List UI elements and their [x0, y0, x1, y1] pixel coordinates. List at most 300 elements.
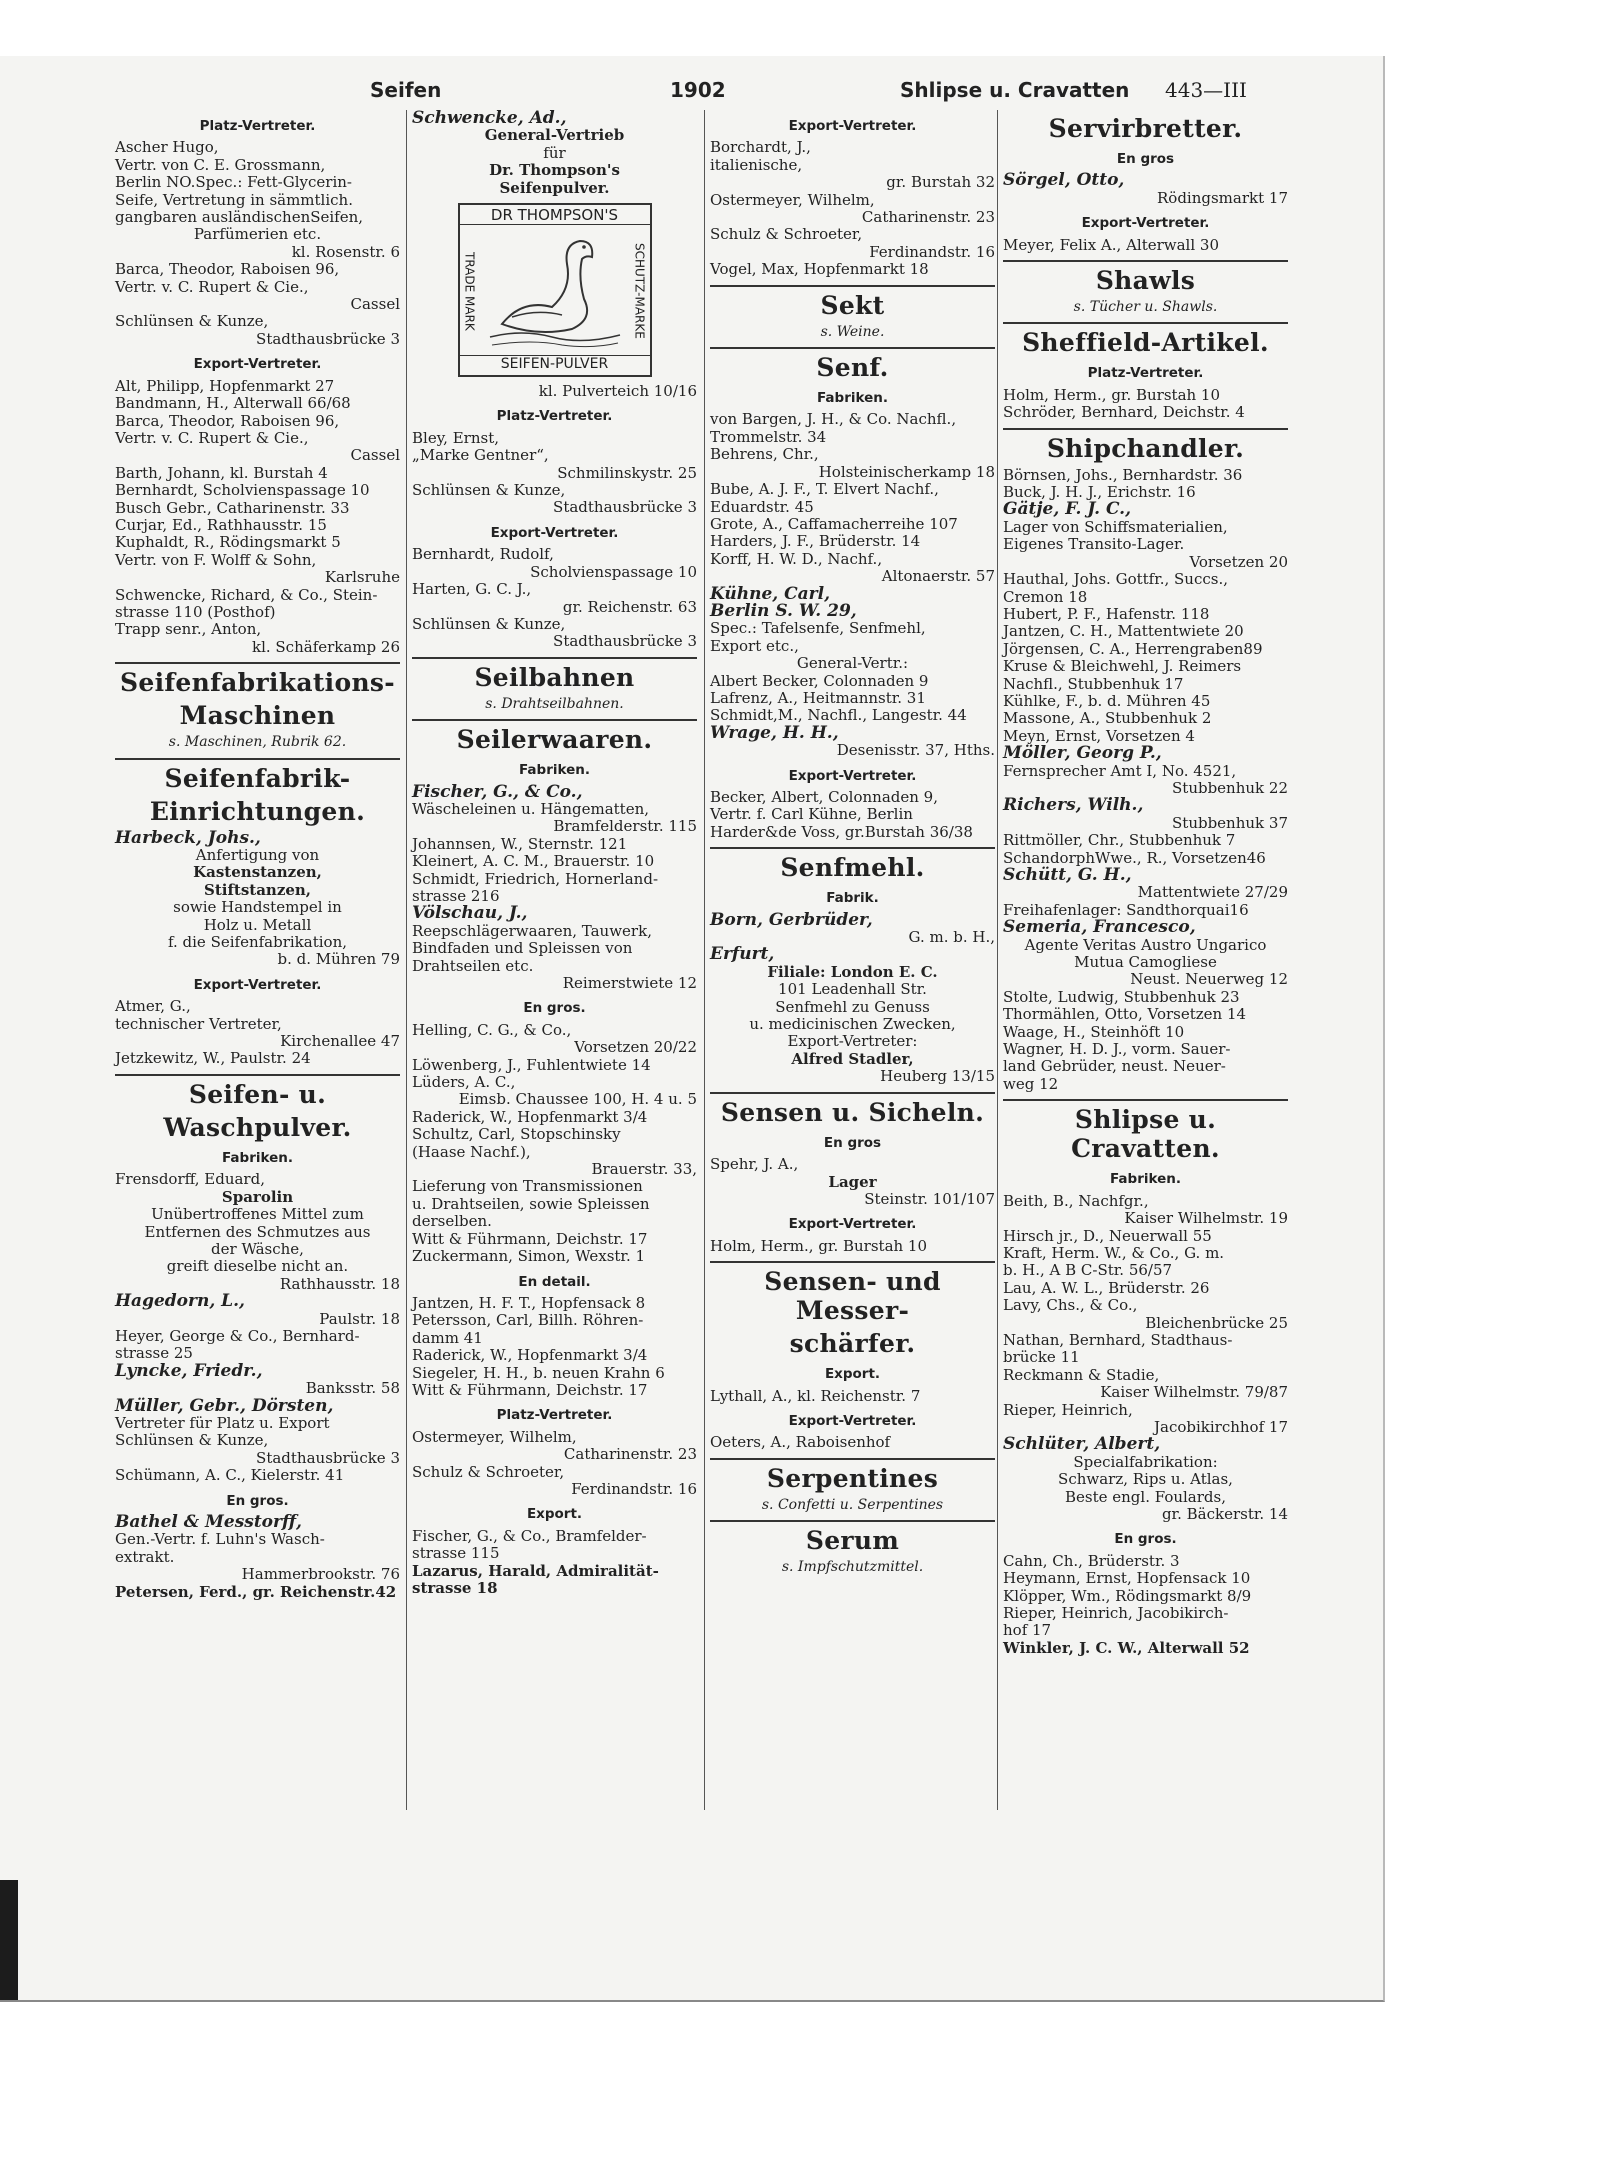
- directory-entry: strasse 110 (Posthof): [115, 602, 276, 621]
- directory-entry: Siegeler, H. H., b. neuen Krahn 6: [412, 1363, 665, 1382]
- address-line: Holsteinischerkamp 18: [818, 462, 995, 481]
- directory-entry: Spehr, J. A.,: [710, 1155, 799, 1174]
- directory-entry: Barca, Theodor, Raboisen 96,: [115, 260, 340, 279]
- directory-entry: hof 17: [1003, 1621, 1052, 1640]
- subheading: Platz-Vertreter.: [496, 1407, 613, 1424]
- centered-line: f. die Seifenfabrikation,: [167, 933, 348, 952]
- address-line: Ferdinandstr. 16: [571, 1479, 697, 1498]
- section-heading: Shipchandler.: [1046, 433, 1245, 463]
- centered-line: Entfernen des Schmutzes aus: [144, 1222, 371, 1241]
- directory-entry: Wäscheleinen u. Hängematten,: [412, 799, 650, 818]
- section-divider: [115, 662, 400, 664]
- featured-firm: Schütt, G. H.,: [1003, 865, 1132, 885]
- address-line: gr. Reichenstr. 63: [562, 597, 697, 616]
- directory-entry: Schlünsen & Kunze,: [115, 1431, 269, 1450]
- address-line: Eimsb. Chaussee 100, H. 4 u. 5: [458, 1090, 697, 1109]
- section-heading: Servirbretter.: [1048, 114, 1243, 143]
- directory-entry: „Marke Gentner“,: [412, 446, 549, 465]
- directory-entry: Eigenes Transito-Lager.: [1003, 535, 1185, 554]
- directory-entry: land Gebrüder, neust. Neuer-: [1003, 1057, 1226, 1076]
- header-left: Seifen: [370, 78, 442, 102]
- featured-firm: Hagedorn, L.,: [115, 1291, 245, 1312]
- subheading: Export-Vertreter.: [193, 976, 322, 993]
- address-line: G. m. b. H.,: [908, 928, 995, 947]
- subheading: Export.: [526, 1506, 583, 1523]
- directory-entry: Bernhardt, Scholvienspassage 10: [115, 481, 370, 500]
- centered-line: Anfertigung von: [195, 846, 320, 864]
- centered-line: Lager: [828, 1172, 877, 1191]
- directory-entry: technischer Vertreter,: [115, 1014, 282, 1033]
- directory-entry: derselben.: [412, 1212, 492, 1231]
- directory-entry: Schwencke, Richard, & Co., Stein-: [115, 585, 378, 604]
- directory-entry: Borchardt, J.,: [710, 138, 811, 157]
- directory-entry: strasse 18: [412, 1579, 498, 1597]
- section-heading: Seifen- u.: [188, 1079, 327, 1109]
- logo-top-text: DR THOMPSON'S: [460, 207, 650, 225]
- address-line: Cassel: [350, 446, 400, 465]
- featured-firm: Born, Gerbrüder,: [710, 909, 873, 930]
- section-heading: Seifenfabrikations-: [120, 668, 395, 698]
- section-divider: [1003, 1099, 1288, 1101]
- directory-entry: Heyer, George & Co., Bernhard-: [115, 1326, 360, 1345]
- directory-entry: Frensdorff, Eduard,: [115, 1170, 265, 1189]
- subheading: Export.: [824, 1366, 881, 1383]
- directory-entry: Harders, J. F., Brüderstr. 14: [710, 532, 921, 551]
- directory-entry: Holm, Herm., gr. Burstah 10: [710, 1236, 928, 1255]
- directory-entry: (Haase Nachf.),: [412, 1142, 531, 1161]
- directory-entry: gangbaren ausländischenSeifen,: [115, 208, 364, 227]
- section-divider: [1003, 322, 1288, 324]
- directory-entry: Waage, H., Steinhöft 10: [1003, 1022, 1185, 1041]
- cross-reference: s. Drahtseilbahnen.: [485, 695, 624, 712]
- directory-entry: Seife, Vertretung in sämmtlich.: [115, 190, 353, 209]
- directory-entry: Bley, Ernst,: [412, 428, 499, 447]
- directory-entry: Fernsprecher Amt I, No. 4521,: [1003, 761, 1237, 780]
- column-3: [710, 110, 995, 1581]
- featured-firm: Harbeck, Johs.,: [115, 827, 261, 848]
- centered-line: Schwarz, Rips u. Atlas,: [1058, 1470, 1233, 1489]
- directory-entry: SchandorphWwe., R., Vorsetzen46: [1003, 848, 1266, 867]
- directory-entry: strasse 115: [412, 1544, 500, 1563]
- directory-entry: strasse 216: [412, 886, 500, 905]
- directory-entry: Hirsch jr., D., Neuerwall 55: [1003, 1226, 1212, 1245]
- directory-entry: Barca, Theodor, Raboisen 96,: [115, 411, 340, 430]
- centered-line: Kastenstanzen,: [193, 863, 322, 882]
- section-heading: Sensen u. Sicheln.: [720, 1097, 985, 1127]
- section-heading: Senfmehl.: [780, 853, 925, 883]
- directory-entry: Beith, B., Nachfgr.,: [1003, 1191, 1149, 1210]
- directory-entry: Thormählen, Otto, Vorsetzen 14: [1003, 1005, 1247, 1024]
- address-line: Karlsruhe: [324, 568, 400, 587]
- section-heading: Seilbahnen: [474, 662, 635, 692]
- address-line: Neust. Neuerweg 12: [1130, 970, 1288, 989]
- featured-firm: Wrage, H. H.,: [710, 722, 839, 743]
- subheading: En detail.: [518, 1273, 591, 1290]
- directory-entry: Atmer, G.,: [115, 997, 191, 1016]
- directory-entry: Vertreter für Platz u. Export: [115, 1413, 330, 1432]
- address-line: Bramfelderstr. 115: [553, 817, 697, 836]
- subheading: Fabrik.: [826, 890, 879, 907]
- directory-entry: Lieferung von Transmissionen: [412, 1177, 643, 1196]
- directory-entry: Schultz, Carl, Stopschinsky: [412, 1125, 621, 1144]
- section-heading: Shlipse u. Cravatten.: [1071, 1105, 1220, 1164]
- directory-entry: Lavy, Chs., & Co.,: [1003, 1296, 1138, 1315]
- directory-entry: Harder&de Voss, gr.Burstah 36/38: [710, 822, 973, 841]
- directory-entry: Kraft, Herm. W., & Co., G. m.: [1003, 1243, 1225, 1262]
- column-2: [412, 110, 697, 1597]
- address-line: gr. Burstah 32: [886, 173, 995, 192]
- directory-entry: b. H., A B C-Str. 56/57: [1003, 1261, 1173, 1280]
- section-divider: [412, 719, 697, 721]
- subheading: Export-Vertreter.: [193, 356, 322, 373]
- featured-firm: Berlin S. W. 29,: [710, 600, 857, 621]
- address-line: Heuberg 13/15: [880, 1067, 995, 1086]
- directory-entry: Oeters, A., Raboisenhof: [710, 1433, 891, 1452]
- directory-entry: weg 12: [1003, 1074, 1059, 1093]
- header-right: Shlipse u. Cravatten: [900, 78, 1130, 102]
- section-divider: [710, 1458, 995, 1460]
- featured-firm: Richers, Wilh.,: [1003, 795, 1144, 816]
- column-rule: [406, 110, 407, 1810]
- centered-line: Stiftstanzen,: [203, 880, 312, 899]
- address-line: gr. Bäckerstr. 14: [1161, 1505, 1288, 1523]
- directory-entry: Schlünsen & Kunze,: [115, 312, 269, 331]
- directory-entry: Schulz & Schroeter,: [710, 225, 863, 244]
- centered-line: u. medicinischen Zwecken,: [749, 1015, 956, 1034]
- directory-entry: Hubert, P. F., Hafenstr. 118: [1003, 604, 1210, 623]
- address-line: Bleichenbrücke 25: [1145, 1313, 1288, 1332]
- directory-entry: Reckmann & Stadie,: [1003, 1365, 1160, 1384]
- section-heading: Seifenfabrik-: [164, 763, 351, 793]
- directory-entry: Petersson, Carl, Billh. Röhren-: [412, 1311, 644, 1330]
- directory-entry: Vertr. v. C. Rupert & Cie.,: [115, 277, 309, 296]
- address-line: Desenisstr. 37, Hths.: [836, 741, 995, 760]
- cross-reference: s. Confetti u. Serpentines: [761, 1496, 944, 1513]
- subheading: Export-Vertreter.: [788, 118, 917, 134]
- directory-entry: Rittmöller, Chr., Stubbenhuk 7: [1003, 831, 1236, 850]
- directory-entry: Curjar, Ed., Rathhausstr. 15: [115, 515, 327, 534]
- directory-entry: Albert Becker, Colonnaden 9: [710, 671, 929, 690]
- centered-line: Parfümerien etc.: [193, 225, 322, 244]
- section-heading: Seilerwaaren.: [456, 725, 653, 755]
- directory-entry: strasse 25: [115, 1344, 193, 1363]
- centered-line: Specialfabrikation:: [1073, 1452, 1218, 1471]
- directory-entry: Vogel, Max, Hopfenmarkt 18: [710, 260, 929, 279]
- section-divider: [1003, 428, 1288, 430]
- address-line: Hammerbrookstr. 76: [241, 1565, 400, 1584]
- section-divider: [710, 1092, 995, 1094]
- directory-entry: Vertr. von C. E. Grossmann,: [115, 155, 326, 174]
- directory-entry: Busch Gebr., Catharinenstr. 33: [115, 498, 350, 517]
- directory-entry: Witt & Führmann, Deichstr. 17: [412, 1380, 648, 1399]
- directory-entry: Schmidt, Friedrich, Hornerland-: [412, 869, 659, 888]
- section-heading: Serum: [805, 1526, 900, 1556]
- centered-line: Agente Veritas Austro Ungarico: [1024, 935, 1267, 954]
- directory-entry: Bernhardt, Rudolf,: [412, 545, 554, 564]
- section-divider: [710, 847, 995, 849]
- centered-line: Mutua Camogliese: [1074, 953, 1217, 972]
- directory-entry: Fischer, G., & Co., Bramfelder-: [412, 1526, 647, 1545]
- directory-entry: Holm, Herm., gr. Burstah 10: [1003, 385, 1221, 404]
- directory-entry: Cremon 18: [1003, 587, 1088, 606]
- centered-line: Filiale: London E. C.: [767, 962, 938, 981]
- subheading: En gros: [823, 1134, 882, 1151]
- swan-illustration: [482, 229, 628, 351]
- centered-line: Seifenpulver.: [499, 178, 610, 197]
- subheading: Export-Vertreter.: [490, 524, 619, 541]
- directory-entry: Lythall, A., kl. Reichenstr. 7: [710, 1386, 921, 1405]
- centered-line: General-Vertr.:: [796, 654, 909, 673]
- cross-reference: s. Impfschutzmittel.: [781, 1559, 924, 1576]
- address-line: Ferdinandstr. 16: [869, 242, 995, 261]
- directory-entry: Johannsen, W., Sternstr. 121: [412, 834, 628, 853]
- address-line: Schmilinskystr. 25: [557, 463, 697, 482]
- subheading: Platz-Vertreter.: [1087, 365, 1204, 382]
- centered-line: Beste engl. Foulards,: [1064, 1487, 1226, 1506]
- directory-entry: Export etc.,: [710, 636, 799, 655]
- directory-entry: Schröder, Bernhard, Deichstr. 4: [1003, 403, 1245, 422]
- directory-entry: Meyn, Ernst, Vorsetzen 4: [1003, 726, 1195, 745]
- featured-firm: Völschau, J.,: [412, 903, 528, 924]
- directory-entry: Petersen, Ferd., gr. Reichenstr.42: [115, 1582, 397, 1601]
- featured-firm: Lyncke, Friedr.,: [115, 1360, 263, 1381]
- section-divider: [412, 657, 697, 659]
- directory-entry: italienische,: [710, 155, 803, 174]
- section-heading: Shawls: [1095, 266, 1196, 296]
- directory-entry: Meyer, Felix A., Alterwall 30: [1003, 235, 1220, 254]
- cross-reference: s. Maschinen, Rubrik 62.: [168, 734, 347, 751]
- directory-entry: Jantzen, H. F. T., Hopfensack 8: [412, 1293, 646, 1312]
- subheading: En gros: [1116, 151, 1175, 167]
- directory-entry: Trapp senr., Anton,: [115, 620, 262, 639]
- address-line: kl. Rosenstr. 6: [291, 242, 400, 261]
- directory-entry: Cahn, Ch., Brüderstr. 3: [1003, 1551, 1180, 1570]
- address-line: Kirchenallee 47: [280, 1032, 400, 1051]
- directory-entry: Schlünsen & Kunze,: [412, 481, 566, 500]
- section-divider: [115, 758, 400, 760]
- centered-line: 101 Leadenhall Str.: [778, 980, 927, 999]
- section-heading: Sensen- und Messer-: [764, 1267, 941, 1326]
- address-line: Vorsetzen 20/22: [574, 1038, 697, 1057]
- section-heading: Maschinen: [179, 701, 336, 731]
- directory-entry: u. Drahtseilen, sowie Spleissen: [412, 1194, 650, 1213]
- address-line: Altonaerstr. 57: [881, 567, 995, 586]
- address-line: Stadthausbrücke 3: [256, 329, 400, 348]
- header-year: 1902: [670, 78, 726, 102]
- subheading: Platz-Vertreter.: [199, 118, 316, 134]
- directory-entry: Eduardstr. 45: [710, 497, 814, 516]
- directory-entry: Lau, A. W. L., Brüderstr. 26: [1003, 1278, 1210, 1297]
- directory-entry: Zuckermann, Simon, Wexstr. 1: [412, 1247, 646, 1266]
- section-divider: [710, 285, 995, 287]
- address-line: Steinstr. 101/107: [864, 1189, 995, 1208]
- directory-entry: Bindfaden und Spleissen von: [412, 939, 633, 958]
- directory-entry: Kuphaldt, R., Rödingsmarkt 5: [115, 533, 341, 552]
- directory-entry: Vertr. f. Carl Kühne, Berlin: [710, 805, 913, 824]
- address-line: Cassel: [350, 295, 400, 314]
- directory-entry: Massone, A., Stubbenhuk 2: [1003, 709, 1212, 728]
- directory-entry: Lazarus, Harald, Admiralität-: [412, 1561, 659, 1580]
- address-line: Jacobikirchhof 17: [1153, 1417, 1288, 1436]
- thompson-trademark-logo: [458, 203, 652, 377]
- address-line: Paulstr. 18: [319, 1309, 400, 1328]
- directory-entry: Trommelstr. 34: [710, 427, 827, 446]
- centered-line: General-Vertrieb: [484, 126, 625, 145]
- directory-entry: Löwenberg, J., Fuhlentwiete 14: [412, 1055, 651, 1074]
- address-line: b. d. Mühren 79: [277, 950, 400, 969]
- directory-entry: Lager von Schiffsmaterialien,: [1003, 517, 1228, 536]
- subheading: En gros.: [226, 1492, 289, 1509]
- directory-entry: Rieper, Heinrich, Jacobikirch-: [1003, 1604, 1229, 1623]
- directory-entry: Gen.-Vertr. f. Luhn's Wasch-: [115, 1530, 325, 1549]
- centered-line: Sparolin: [221, 1187, 294, 1206]
- address-line: Kaiser Wilhelmstr. 79/87: [1100, 1383, 1288, 1402]
- directory-entry: Drahtseilen etc.: [412, 956, 534, 975]
- centered-line: greift dieselbe nicht an.: [166, 1257, 349, 1276]
- featured-firm: Müller, Gebr., Dörsten,: [115, 1395, 334, 1416]
- directory-entry: Börnsen, Johs., Bernhardstr. 36: [1003, 465, 1243, 484]
- directory-entry: Jetzkewitz, W., Paulstr. 24: [115, 1049, 311, 1068]
- subheading: En gros.: [1114, 1531, 1177, 1548]
- directory-entry: Heymann, Ernst, Hopfensack 10: [1003, 1569, 1251, 1588]
- directory-entry: Jantzen, C. H., Mattentwiete 20: [1003, 622, 1244, 641]
- directory-entry: Alt, Philipp, Hopfenmarkt 27: [115, 376, 335, 395]
- column-4: [1003, 110, 1288, 1657]
- section-heading: Sheffield-Artikel.: [1022, 328, 1269, 358]
- subheading: Export-Vertreter.: [1081, 215, 1210, 232]
- directory-entry: Witt & Führmann, Deichstr. 17: [412, 1229, 648, 1248]
- address-line: kl. Pulverteich 10/16: [538, 382, 697, 401]
- directory-entry: Reepschlägerwaaren, Tauwerk,: [412, 921, 652, 940]
- address-line: Stubbenhuk 22: [1172, 778, 1288, 797]
- subheading: Fabriken.: [1109, 1171, 1181, 1188]
- section-divider: [710, 1261, 995, 1263]
- directory-entry: Vertr. v. C. Rupert & Cie.,: [115, 428, 309, 447]
- featured-firm: Erfurt,: [710, 944, 775, 965]
- directory-entry: Lüders, A. C.,: [412, 1073, 516, 1092]
- centered-line: Holz u. Metall: [203, 915, 312, 934]
- section-divider: [710, 347, 995, 349]
- address-line: Banksstr. 58: [305, 1379, 400, 1398]
- section-divider: [115, 1074, 400, 1076]
- address-line: Scholvienspassage 10: [530, 562, 697, 581]
- directory-entry: brücke 11: [1003, 1348, 1080, 1367]
- subheading: Export-Vertreter.: [788, 767, 917, 784]
- directory-entry: Spec.: Tafelsenfe, Senfmehl,: [710, 619, 926, 638]
- directory-entry: Hauthal, Johs. Gottfr., Succs.,: [1003, 570, 1229, 589]
- subheading: Fabriken.: [518, 762, 590, 779]
- directory-entry: Schlünsen & Kunze,: [412, 614, 566, 633]
- directory-entry: Ascher Hugo,: [115, 138, 219, 157]
- centered-line: sowie Handstempel in: [173, 898, 342, 917]
- subheading: En gros.: [523, 1000, 586, 1017]
- directory-entry: Winkler, J. C. W., Alterwall 52: [1003, 1638, 1250, 1657]
- section-heading: Einrichtungen.: [149, 796, 366, 826]
- address-line: kl. Schäferkamp 26: [251, 637, 400, 656]
- directory-entry: Jörgensen, C. A., Herrengraben89: [1003, 639, 1263, 658]
- directory-entry: Grote, A., Caffamacherreihe 107: [710, 514, 958, 533]
- section-heading: Sekt: [820, 290, 885, 320]
- featured-firm: Kühne, Carl,: [710, 583, 831, 604]
- logo-bottom-text: SEIFEN-PULVER: [460, 355, 650, 373]
- directory-entry: extrakt.: [115, 1547, 175, 1566]
- address-line: Stadthausbrücke 3: [553, 498, 697, 517]
- directory-entry: Lafrenz, A., Heitmannstr. 31: [710, 688, 926, 707]
- directory-entry: Ostermeyer, Wilhelm,: [710, 190, 875, 209]
- section-heading: Waschpulver.: [163, 1112, 352, 1142]
- directory-entry: Schulz & Schroeter,: [412, 1462, 565, 1481]
- directory-entry: Becker, Albert, Colonnaden 9,: [710, 788, 938, 806]
- address-line: Reimerstwiete 12: [562, 974, 697, 992]
- centered-line: Senfmehl zu Genuss: [775, 997, 930, 1016]
- centered-line: der Wäsche,: [211, 1239, 304, 1258]
- address-line: Rathhausstr. 18: [279, 1274, 400, 1293]
- centered-line: Alfred Stadler,: [791, 1049, 914, 1068]
- column-rule: [997, 110, 998, 1810]
- address-line: Rödingsmarkt 17: [1157, 188, 1288, 207]
- directory-entry: Bube, A. J. F., T. Elvert Nachf.,: [710, 480, 939, 499]
- featured-firm: Bathel & Messtorff,: [115, 1512, 302, 1532]
- centered-line: Unübertroffenes Mittel zum: [151, 1205, 364, 1224]
- address-line: Vorsetzen 20: [1189, 552, 1288, 571]
- featured-firm: Schlüter, Albert,: [1003, 1434, 1161, 1455]
- featured-firm: Möller, Georg P.,: [1003, 743, 1162, 764]
- address-line: Catharinenstr. 23: [861, 208, 995, 227]
- address-line: Stadthausbrücke 3: [553, 632, 697, 651]
- directory-entry: damm 41: [412, 1328, 483, 1347]
- directory-entry: Behrens, Chr.,: [710, 445, 819, 464]
- directory-entry: Raderick, W., Hopfenmarkt 3/4: [412, 1107, 648, 1126]
- directory-entry: Kruse & Bleichwehl, J. Reimers: [1003, 657, 1242, 676]
- directory-entry: von Bargen, J. H., & Co. Nachfl.,: [710, 410, 957, 429]
- directory-entry: Nachfl., Stubbenhuk 17: [1003, 674, 1184, 693]
- directory-entry: Klöpper, Wm., Rödingsmarkt 8/9: [1003, 1586, 1252, 1605]
- subheading: Fabriken.: [221, 1149, 293, 1166]
- subheading: Platz-Vertreter.: [496, 408, 613, 425]
- column-rule: [704, 110, 705, 1810]
- running-header: [370, 78, 1290, 108]
- centered-line: Export-Vertreter:: [787, 1032, 918, 1051]
- directory-entry: Korff, H. W. D., Nachf.,: [710, 549, 883, 568]
- featured-firm: Fischer, G., & Co.,: [412, 781, 583, 802]
- directory-entry: Buck, J. H. J., Erichstr. 16: [1003, 483, 1196, 502]
- centered-line: für: [543, 143, 566, 162]
- address-line: Kaiser Wilhelmstr. 19: [1124, 1209, 1288, 1228]
- featured-firm: Schwencke, Ad.,: [412, 108, 567, 128]
- section-divider: [710, 1520, 995, 1522]
- directory-entry: Stolte, Ludwig, Stubbenhuk 23: [1003, 987, 1240, 1006]
- centered-line: Dr. Thompson's: [489, 161, 620, 180]
- address-line: Brauerstr. 33,: [591, 1160, 697, 1179]
- subheading: Export-Vertreter.: [788, 1412, 917, 1429]
- directory-entry: Schümann, A. C., Kielerstr. 41: [115, 1466, 345, 1485]
- subheading: Fabriken.: [816, 390, 888, 407]
- featured-firm: Semeria, Francesco,: [1003, 917, 1196, 938]
- address-line: Catharinenstr. 23: [563, 1445, 697, 1464]
- address-line: Stadthausbrücke 3: [256, 1448, 400, 1467]
- section-heading: Serpentines: [766, 1463, 939, 1493]
- section-heading: schärfer.: [789, 1329, 916, 1359]
- directory-entry: Schmidt,M., Nachfl., Langestr. 44: [710, 706, 967, 725]
- cross-reference: s. Tücher u. Shawls.: [1073, 299, 1218, 316]
- address-line: Stubbenhuk 37: [1172, 813, 1288, 832]
- column-1: [115, 110, 400, 1601]
- directory-entry: Freihafenlager: Sandthorquai16: [1003, 900, 1249, 919]
- section-divider: [1003, 260, 1288, 262]
- directory-entry: Vertr. von F. Wolff & Sohn,: [115, 550, 317, 569]
- book-spine-shadow: [0, 1880, 18, 2000]
- directory-entry: Helling, C. G., & Co.,: [412, 1020, 572, 1039]
